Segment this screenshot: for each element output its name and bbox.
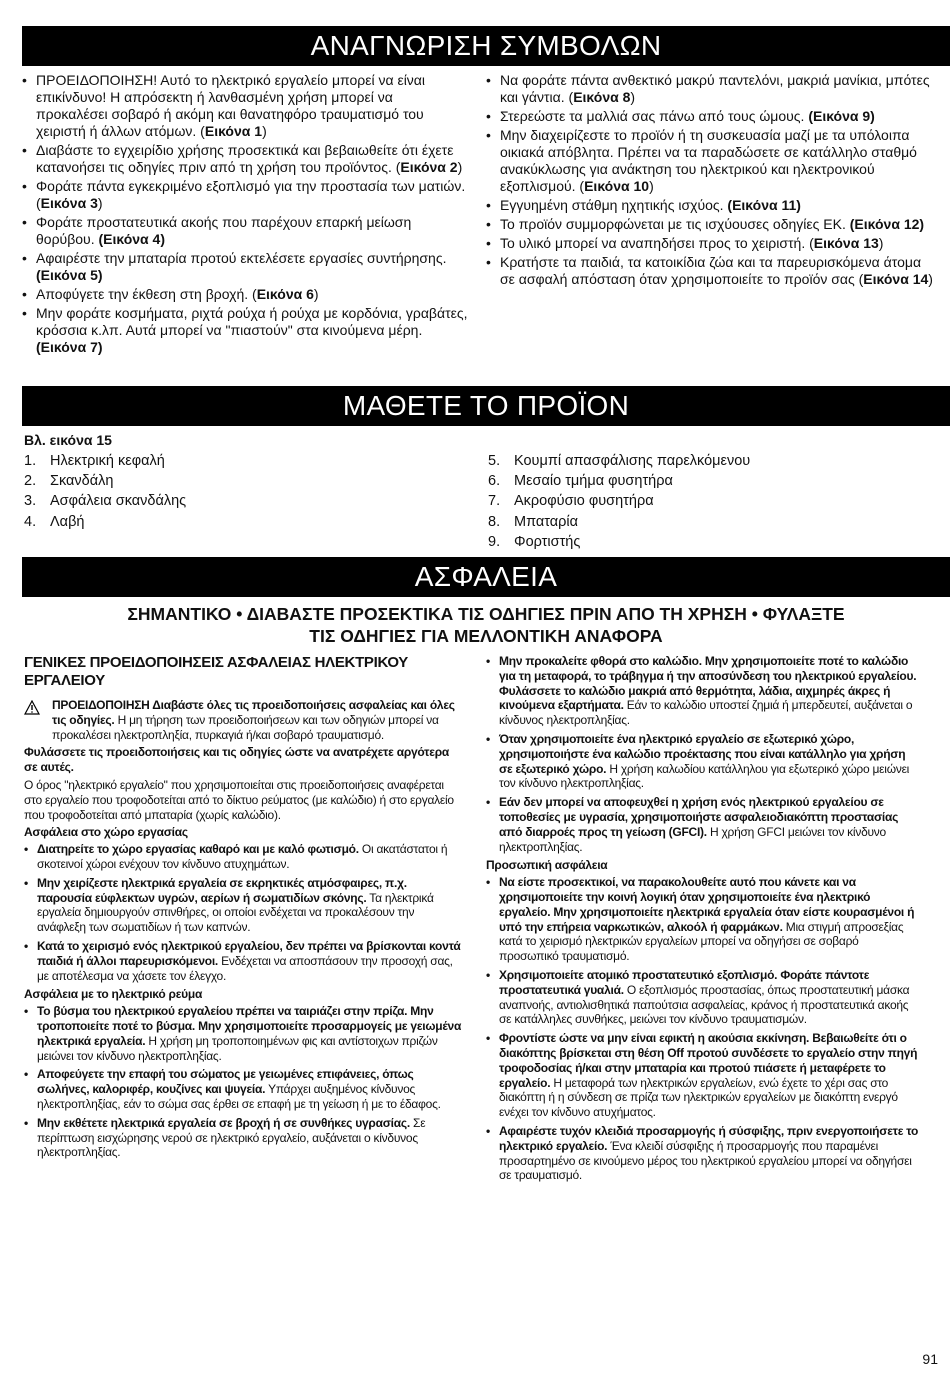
part-item — [488, 471, 928, 491]
part-number: 1. — [24, 453, 37, 469]
general-warnings-heading: ΓΕΝΙΚΕΣ ΠΡΟΕΙΔΟΠΟΙΗΣΕΙΣ ΑΣΦΑΛΕΙΑΣ ΗΛΕΚΤΡΙΚΟΥ ΕΡΓΑΛΕΙΟΥ — [24, 654, 409, 689]
safety-rule-text: Υπάρχει αυξημένος κίνδυνος ηλεκτροπληξίας, εάν το σώμα σας έρθει σε επαφή με τη γείωση ή με το έδαφος. — [37, 1082, 441, 1111]
warning-triangle-icon — [24, 698, 52, 745]
part-number: 7. — [488, 493, 501, 510]
safety-rule-text: Η χρήση GFCI μειώνει τον κίνδυνο ηλεκτροπληξίας. — [499, 824, 886, 854]
part-number: 9. — [488, 533, 501, 550]
symbol-text-end: ) — [313, 286, 319, 302]
safety-rule-text: Σε περίπτωση εισχώρησης νερού σε ηλεκτρικό εργαλείο, αυξάνεται ο κίνδυνος ηλεκτροπληξίας. — [37, 1115, 426, 1160]
symbol-item — [22, 286, 468, 303]
figure-label: Εικόνα 3 — [40, 195, 98, 211]
safety-rule-text: Ενδέχεται να αποσπάσουν την προσοχή σας, με αποτέλεσμα να χάσετε τον έλεγχο. — [37, 953, 453, 983]
symbol-item — [22, 142, 468, 176]
symbol-text: Διαβάστε το εγχειρίδιο χρήσης προσεκτικά και βεβαιωθείτε ότι έχετε κατανοήσει τις οδηγίες πριν από τη χρήση του προϊόντος. ( — [36, 142, 454, 175]
symbol-text: Μην φοράτε κοσμήματα, ριχτά ρούχα ή ρούχα με κορδόνια, γραβάτες, κρόσσια κ.λπ. Αυτά μπορεί να "πιαστούν" στα κινούμενα μέρη. — [36, 305, 468, 338]
electrical-heading: Ασφάλεια με το ηλεκτρικό ρεύμα — [24, 987, 203, 1002]
safety-rule — [24, 939, 464, 983]
symbols-left-column — [22, 72, 468, 358]
symbol-text: Αποφύγετε την έκθεση στη βροχή. ( — [36, 286, 257, 302]
symbol-item — [486, 127, 936, 195]
safety-right-column — [486, 654, 920, 1187]
symbol-text: Κρατήστε τα παιδιά, τα κατοικίδια ζώα και τα παρευρισκόμενα άτομα σε ασφαλή απόσταση όταν χρησιμοποιείτε το προϊόν σας ( — [500, 254, 922, 287]
safety-rule-text: Η χρήση καλωδίου κατάλληλου για εξωτερικό χώρο μειώνει τον κίνδυνο ηλεκτροπληξίας. — [499, 761, 910, 791]
term-definition-text: Ο όρος "ηλεκτρικό εργαλείο" που χρησιμοποιείται στις προειδοποιήσεις αναφέρεται στο εργαλείο που τροφοδοτείται από το δίκτυο ρεύματος (με καλώδιο) ή στο εργαλείο που τροφοδοτείται από μπαταρία (χωρίς καλώδιο). — [24, 777, 454, 822]
part-number: 6. — [488, 473, 501, 490]
personal-safety-heading: Προσωπική ασφάλεια — [486, 858, 608, 873]
part-item — [24, 471, 464, 491]
symbol-text: Αφαιρέστε την μπαταρία προτού εκτελέσετε εργασίες συντήρησης. — [36, 250, 447, 266]
safety-rule — [486, 968, 920, 1027]
symbol-text: Να φοράτε πάντα ανθεκτικό μακρύ παντελόνι, μακριά μανίκια, μπότες και γάντια. ( — [500, 72, 930, 105]
part-label: Μπαταρία — [514, 513, 579, 530]
symbol-item — [486, 197, 936, 214]
part-item — [24, 491, 464, 511]
safety-rule-bold: Χρησιμοποιείτε ατομικό προστατευτικό εξοπλισμό. Φοράτε πάντοτε προστατευτικά γυαλιά. — [499, 967, 870, 997]
symbol-item — [486, 108, 936, 125]
safety-rule-bold: Όταν χρησιμοποιείτε ένα ηλεκτρικό εργαλείο σε εξωτερικό χώρο, χρησιμοποιήστε ένα καλώδιο προέκτασης που είναι κατάλληλο για χρήση σε εξωτερικό χώρο. — [499, 731, 906, 776]
safety-rule — [486, 795, 920, 854]
safety-rule-bold: Να είστε προσεκτικοί, να παρακολουθείτε αυτό που κάνετε και να χρησιμοποιείτε την κοινή λογική όταν χρησιμοποιείτε ένα ηλεκτρικό εργαλείο. Μην χρησιμοποιείτε ηλεκτρικά εργαλεία όταν είστε κουρασμένοι ή υπό την επήρεια ναρκωτικών, αλκοόλ ή φαρμάκων. — [499, 875, 915, 934]
figure-reference: Βλ. εικόνα 15 — [24, 432, 112, 448]
symbols-section-title: ΑΝΑΓΝΩΡΙΣΗ ΣΥΜΒΟΛΩΝ — [22, 26, 950, 66]
page-number: 91 — [922, 1351, 938, 1367]
safety-rule — [24, 1067, 464, 1111]
symbol-text: Μην διαχειρίζεστε το προϊόν ή τη συσκευασία μαζί με τα υπόλοιπα οικιακά απόβλητα. Πρέπει να τα παραδώσετε σε κατάλληλο σταθμό ανακύκλωσης για ανάκτηση του ηλεκτρικού και ηλεκτρονικού εξοπλισμού. ( — [500, 127, 917, 194]
safety-rule — [486, 1124, 920, 1183]
safety-rule — [24, 1004, 464, 1063]
safety-rule — [24, 1116, 464, 1160]
figure-label: Εικόνα 13 — [813, 235, 879, 251]
part-number: 8. — [488, 513, 501, 530]
warning-text: Η μη τήρηση των προειδοποιήσεων και των οδηγιών μπορεί να προκαλέσει ηλεκτροπληξία, πυρκαγιά ή/και σοβαρό τραυματισμό. — [52, 712, 439, 742]
part-label: Μεσαίο τμήμα φυσητήρα — [514, 473, 673, 490]
part-number: 3. — [24, 493, 37, 510]
part-label: Ακροφύσιο φυσητήρα — [514, 493, 654, 510]
safety-rule-bold: Αφαιρέστε τυχόν κλειδιά προσαρμογής ή σύσφιξης, πριν ενεργοποιήσετε το ηλεκτρικό εργαλείο. — [499, 1123, 919, 1153]
part-label: Ηλεκτρική κεφαλή — [50, 453, 165, 469]
safety-rule — [486, 732, 920, 791]
important-notice-line-1: ΣΗΜΑΝΤΙΚΟ • ΔΙΑΒΑΣΤΕ ΠΡΟΣΕΚΤΙΚΑ ΤΙΣ ΟΔΗΓΙΕΣ ΠΡΙΝ ΑΠΟ ΤΗ ΧΡΗΣΗ • ΦΥΛΑΞΤΕ — [127, 604, 845, 624]
symbol-text-end: ) — [928, 271, 933, 287]
parts-list-left — [24, 451, 464, 532]
symbol-item — [22, 305, 468, 356]
important-notice-line-2: ΤΙΣ ΟΔΗΓΙΕΣ ΓΙΑ ΜΕΛΛΟΝΤΙΚΗ ΑΝΑΦΟΡΑ — [309, 626, 663, 646]
symbol-text: Το προϊόν συμμορφώνεται με τις ισχύουσες οδηγίες ΕΚ. — [500, 216, 850, 232]
part-item — [488, 512, 928, 532]
symbol-item — [22, 214, 468, 248]
safety-rule-text: Μια στιγμή απροσεξίας κατά το χειρισμό ηλεκτρικών εργαλείων μπορεί να οδηγήσει σε σοβαρό προσωπικό τραυματισμό. — [499, 919, 904, 964]
symbol-item — [486, 254, 936, 288]
warning-bold-text: ΠΡΟΕΙΔΟΠΟΙΗΣΗ Διαβάστε όλες τις προειδοποιήσεις ασφαλείας και όλες τις οδηγίες. — [52, 698, 455, 727]
figure-label: (Εικόνα 9) — [808, 108, 875, 124]
figure-label: (Εικόνα 4) — [98, 231, 165, 247]
safety-rule — [486, 875, 920, 964]
figure-label: Εικόνα 2 — [400, 159, 458, 175]
symbol-text-end: ) — [97, 195, 103, 211]
safety-rule-text: Τα ηλεκτρικά εργαλεία δημιουργούν σπινθήρες, οι οποίοι ενδέχεται να προκαλέσουν την ανάφλεξη των σωματιδίων ή των καπνών. — [37, 890, 434, 935]
safety-rule-text: Οι ακατάστατοι ή σκοτεινοί χώροι ενέχουν τον κίνδυνο ατυχημάτων. — [37, 842, 448, 871]
symbol-text: Το υλικό μπορεί να αναπηδήσει προς το χειριστή. ( — [500, 235, 814, 251]
symbol-text: ΠΡΟΕΙΔΟΠΟΙΗΣΗ! Αυτό το ηλεκτρικό εργαλείο μπορεί να είναι επικίνδυνο! Η απρόσεκτη ή λανθασμένη χρήση μπορεί να προκαλέσει σοβαρό ή ακόμη και θανατηφόρο τραυματισμό του χειριστή ή άλλων ατόμων. ( — [36, 72, 426, 139]
symbol-text: Φοράτε πάντα εγκεκριμένο εξοπλισμό για την προστασία των ματιών. ( — [36, 178, 466, 211]
symbol-item — [22, 72, 468, 140]
part-label: Κουμπί απασφάλισης παρελκόμενου — [514, 453, 751, 469]
safety-rule-bold: Κατά το χειρισμό ενός ηλεκτρικού εργαλείου, δεν πρέπει να βρίσκονται κοντά παιδιά ή άλλοι παρευρισκόμενοι. — [37, 938, 461, 968]
symbols-right-column — [486, 72, 936, 290]
part-item — [24, 451, 464, 471]
symbol-item — [486, 72, 936, 106]
safety-rule-text: Ο εξοπλισμός προστασίας, όπως προστατευτική μάσκα αναπνοής, αντιολισθητικά παπούτσια ασφαλείας, κράνος ή προστατευτικά ακοής σε κατάλληλες συνθήκες, μειώνει τον κίνδυνο τραυματισμών. — [499, 982, 910, 1027]
figure-label: Εικόνα 6 — [256, 286, 314, 302]
safety-rule — [24, 842, 464, 872]
part-number: 2. — [24, 473, 37, 490]
symbol-item — [22, 178, 468, 212]
safety-rule-bold: Διατηρείτε το χώρο εργασίας καθαρό και με καλό φωτισμό. — [37, 842, 359, 857]
product-section-title: ΜΑΘΕΤΕ ΤΟ ΠΡΟΪΟΝ — [22, 386, 950, 426]
part-label: Σκανδάλη — [50, 473, 114, 490]
safety-rule-bold: Μην χειρίζεστε ηλεκτρικά εργαλεία σε εκρηκτικές ατμόσφαιρες, π.χ. παρουσία εύφλεκτων υγρών, αερίων ή σωματιδίων σκόνης. — [37, 875, 407, 905]
safety-section-title: ΑΣΦΑΛΕΙΑ — [22, 557, 950, 597]
part-label: Φορτιστής — [514, 533, 581, 550]
symbol-item — [486, 235, 936, 252]
part-item — [24, 512, 464, 532]
part-item — [488, 451, 928, 471]
safety-rule — [486, 1031, 920, 1120]
part-number: 5. — [488, 453, 501, 469]
symbol-text-end: ) — [457, 159, 463, 175]
work-area-heading: Ασφάλεια στο χώρο εργασίας — [24, 825, 188, 840]
part-item — [488, 491, 928, 511]
safety-rule-text: Η χρήση μη τροποποιημένων φις και αντίστοιχων πριζών μειώνει τον κίνδυνο ηλεκτροπληξίας. — [37, 1033, 438, 1063]
part-label: Ασφάλεια σκανδάλης — [50, 493, 187, 510]
warning-block — [24, 698, 464, 745]
safety-rule-text: Εάν το καλώδιο υποστεί ζημιά ή μπερδευτεί, αυξάνεται ο κίνδυνος ηλεκτροπληξίας. — [499, 698, 913, 728]
symbol-item — [486, 216, 936, 233]
safety-rule-bold: Αποφεύγετε την επαφή του σώματος με γειωμένες επιφάνειες, όπως σωλήνες, καλοριφέρ, κουζίνες και ψυγεία. — [37, 1067, 414, 1097]
part-item — [488, 532, 928, 552]
figure-label: Εικόνα 8 — [573, 89, 631, 105]
safety-rule-bold: Το βύσμα του ηλεκτρικού εργαλείου πρέπει να ταιριάζει στην πρίζα. Μην τροποποιείτε ποτέ το βύσμα. Μην χρησιμοποιείτε προσαρμογείς με γειωμένα ηλεκτρικά εργαλεία. — [37, 1004, 462, 1048]
part-number: 4. — [24, 513, 37, 530]
figure-label: Εικόνα 14 — [863, 271, 929, 287]
symbol-text: Εγγυημένη στάθμη ηχητικής ισχύος. — [500, 197, 728, 213]
safety-rule-bold: Φροντίστε ώστε να μην είναι εφικτή η ακούσια εκκίνηση. Βεβαιωθείτε ότι ο διακόπτης βρίσκεται στη θέση Off προτού συνδέσετε το εργαλείο στην πηγή τροφοδοσίας ή/και στην μπαταρία και προτού πιάσετε ή μεταφέρετε το εργαλείο. — [499, 1031, 918, 1090]
safety-rule-bold: Μην εκθέτετε ηλεκτρικά εργαλεία σε βροχή ή σε συνθήκες υγρασίας. — [37, 1115, 410, 1130]
part-label: Λαβή — [50, 513, 85, 530]
symbol-text: Στερεώστε τα μαλλιά σας πάνω από τους ώμους. — [500, 108, 809, 124]
symbol-text-end: ) — [630, 89, 636, 105]
symbol-text-end: ) — [649, 178, 654, 194]
figure-label: (Εικόνα 7) — [36, 339, 103, 355]
safety-rule-bold: Εάν δεν μπορεί να αποφευχθεί η χρήση ενός ηλεκτρικού εργαλείου σε τοποθεσίες με υγρασία, χρησιμοποιήστε ασφαλειοδιακόπτη προστασίας από διαρροές προς τη γείωση (GFCI). — [499, 795, 899, 839]
figure-label: Εικόνα 10 — [584, 178, 650, 194]
figure-label: (Εικόνα 11) — [727, 197, 801, 213]
safety-rule-text: Η μεταφορά των ηλεκτρικών εργαλείων, ενώ έχετε το χέρι σας στο διακόπτη ή η σύνδεση σε πρίζα των ηλεκτρικών εργαλείων με διακόπτη ενεργό ενέχει τον κίνδυνο ατυχήματος. — [499, 1075, 898, 1120]
safety-rule — [24, 876, 464, 935]
symbol-text-end: ) — [262, 123, 267, 139]
figure-label: (Εικόνα 12) — [849, 216, 925, 232]
symbol-text: Φοράτε προστατευτικά ακοής που παρέχουν επαρκή μείωση θορύβου. — [36, 214, 412, 247]
parts-list-right — [488, 451, 928, 552]
safety-rule-bold: Μην προκαλείτε φθορά στο καλώδιο. Μην χρησιμοποιείτε ποτέ το καλώδιο για τη μεταφορά, το τράβηγμα ή την αποσύνδεση του ηλεκτρικού εργαλείου. Φυλάσσετε το καλώδιο μακριά από θερμότητα, λάδια, αιχμηρές άκρες ή κινούμενα εξαρτήματα. — [499, 654, 917, 713]
symbol-item — [22, 250, 468, 284]
safety-rule-text: Ένα κλειδί σύσφιξης ή προσαρμογής που παραμένει προσαρτημένο σε κινούμενο μέρος του ηλεκτρικού εργαλείου μπορεί να οδηγήσει σε τραυματισμό. — [499, 1138, 912, 1183]
symbol-text-end: ) — [878, 235, 884, 251]
safety-left-column — [24, 654, 464, 1164]
figure-label: (Εικόνα 5) — [36, 267, 103, 283]
keep-instructions-text: Φυλάσσετε τις προειδοποιήσεις και τις οδηγίες ώστε να ανατρέχετε αργότερα σε αυτές. — [24, 745, 450, 775]
figure-label: Εικόνα 1 — [204, 123, 263, 139]
safety-rule — [486, 654, 920, 728]
